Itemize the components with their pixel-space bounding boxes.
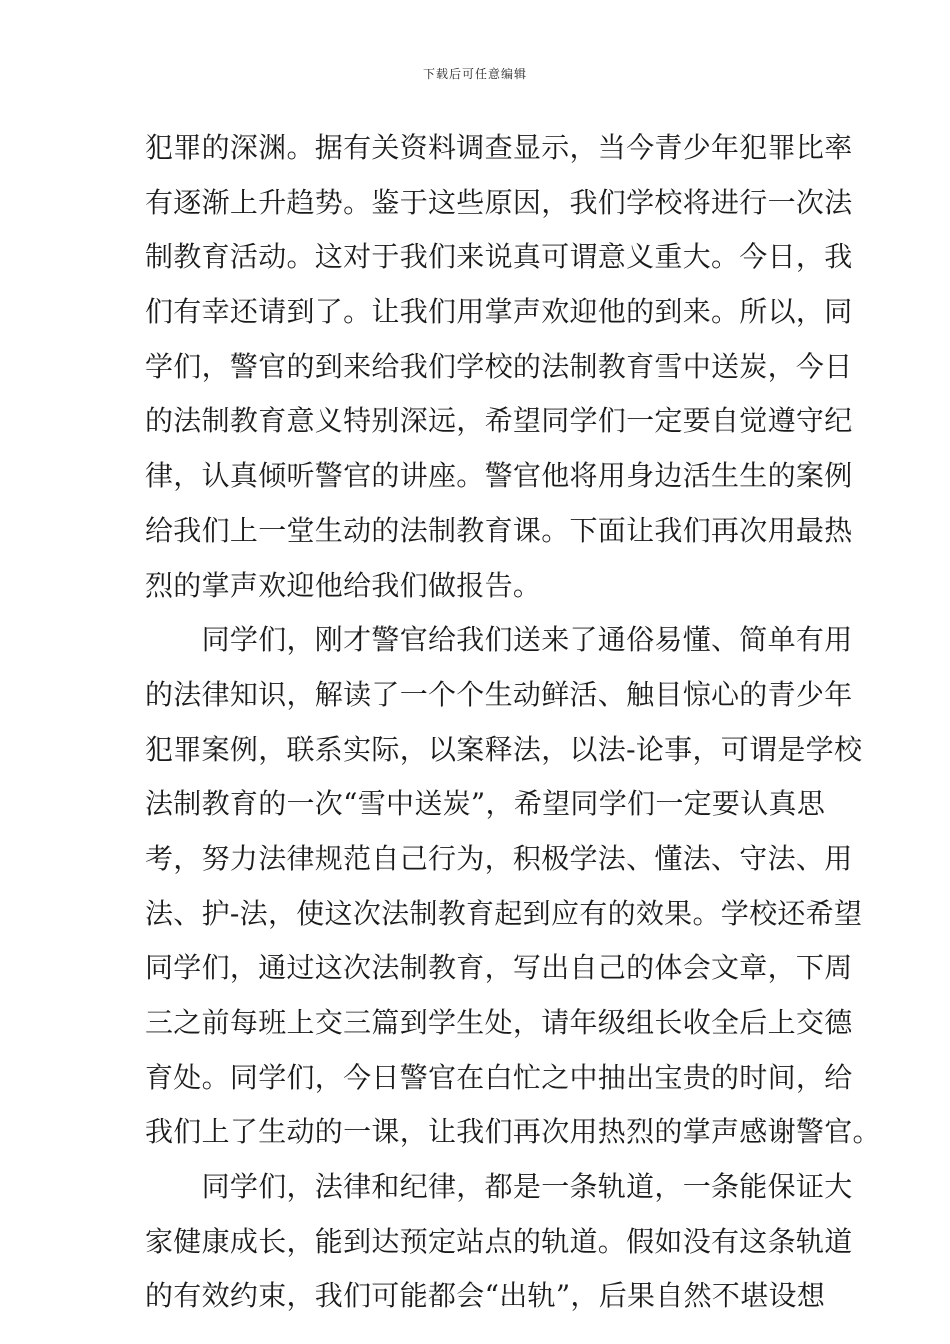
text-line: 有逐渐上升趋势。鉴于这些原因，我们学校将进行一次法 (145, 185, 853, 219)
text-line: 犯罪的深渊。据有关资料调查显示，当今青少年犯罪比率 (145, 131, 853, 164)
text-line: 同学们，法律和纪律，都是一条轨道，一条能保证大 (145, 1170, 853, 1204)
text-line: 们有幸还请到了。让我们用掌声欢迎他的到来。所以，同 (145, 295, 853, 329)
text-line: 我们上了生动的一课，让我们再次用热烈的掌声感谢警官。 (145, 1115, 881, 1149)
text-line: 学们，警官的到来给我们学校的法制教育雪中送炭，今日 (145, 349, 853, 383)
text-line: 律，认真倾听警官的讲座。警官他将用身边活生生的案例 (145, 459, 853, 493)
text-line: 三之前每班上交三篇到学生处，请年级组长收全后上交德 (145, 1006, 853, 1039)
text-line: 的法制教育意义特别深远，希望同学们一定要自觉遵守纪 (145, 404, 853, 438)
text-line: 育处。同学们，今日警官在白忙之中抽出宝贵的时间，给 (145, 1060, 853, 1094)
page-header: 下载后可任意编辑 (422, 67, 527, 81)
text-line: 法、护-法，使这次法制教育起到应有的效果。学校还希望 (145, 896, 863, 930)
text-line: 同学们，刚才警官给我们送来了通俗易懂、简单有用 (145, 623, 853, 657)
text-line: 的法律知识，解读了一个个生动鲜活、触目惊心的青少年 (145, 677, 853, 711)
text-line: 的有效约束，我们可能都会“出轨”，后果自然不堪设想 (145, 1279, 826, 1313)
text-line: 同学们，通过这次法制教育，写出自己的体会文章，下周 (145, 951, 853, 985)
body-text (145, 128, 881, 1331)
text-line: 制教育活动。这对于我们来说真可谓意义重大。今日，我 (145, 240, 853, 274)
text-line: 犯罪案例，联系实际，以案释法，以法-论事，可谓是学校 (145, 732, 863, 766)
text-line: 给我们上一堂生动的法制教育课。下面让我们再次用最热 (145, 513, 853, 547)
text-line: 家健康成长，能到达预定站点的轨道。假如没有这条轨道 (145, 1224, 853, 1258)
text-line: 烈的掌声欢迎他给我们做报告。 (145, 568, 542, 602)
text-line: 法制教育的一次“雪中送炭”，希望同学们一定要认真思 (145, 787, 826, 821)
text-line: 考，努力法律规范自己行为，积极学法、懂法、守法、用 (145, 841, 853, 875)
